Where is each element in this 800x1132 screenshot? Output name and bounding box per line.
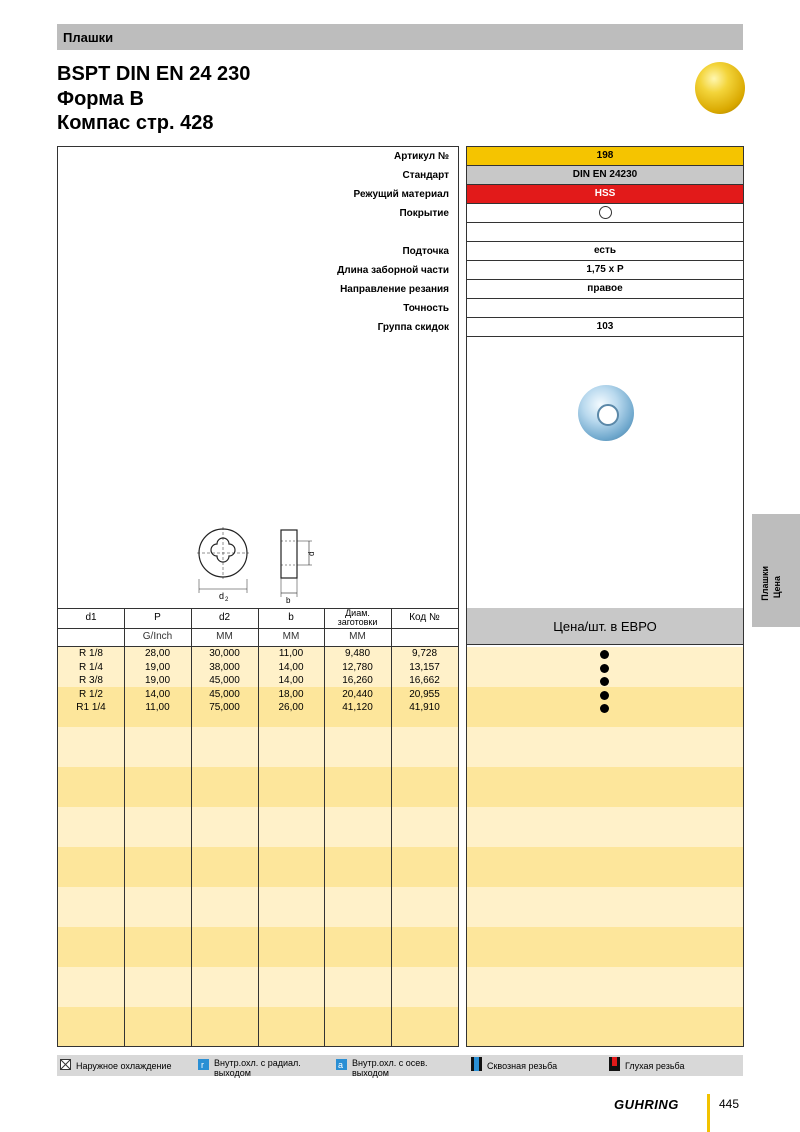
table-cell: 9,728 [411,648,438,659]
yellow-ball-icon [695,62,745,114]
availability-dot-icon[interactable] [600,691,609,700]
through-thread-icon [471,1057,482,1071]
value-tolerance [467,299,743,318]
table-band [467,767,743,807]
label-material: Режущий материал [353,189,449,200]
legend-blind-thread: Глухая резьба [625,1061,685,1071]
column-header: P [154,612,161,623]
table-cell: 14,00 [278,661,304,673]
category-header [57,24,743,50]
table-cell: 11,00 [278,648,304,659]
label-chamfer-length: Длина заборной части [337,265,449,276]
table-cell: 45,000 [209,688,240,700]
label-coating: Покрытие [399,208,449,219]
title-line-1: BSPT DIN EN 24 230 [57,63,251,85]
axial-coolant-icon [336,1059,347,1070]
table-cell: 19,00 [144,675,171,686]
table-band [467,727,743,767]
table-cell: 19,00 [144,661,171,673]
column-unit: MM [349,631,366,642]
radial-coolant-icon [198,1059,209,1070]
table-cell: 13,157 [409,661,440,673]
column-header: d2 [218,612,231,623]
d2-sub: 2 [225,597,229,603]
side-tab-line2: Цена [772,576,782,599]
side-tab-line1: Плашки [760,566,770,601]
column-header: d1 [85,612,97,623]
table-band [467,927,743,967]
availability-dot-icon[interactable] [600,664,609,673]
legend-external-coolant: Наружное охлаждение [76,1061,172,1071]
legend-through-thread: Сквозная резьба [487,1061,558,1071]
legend-bar [57,1055,743,1076]
value-cutting-direction: правое [467,280,743,299]
value-sharpening: есть [467,242,743,261]
table-cell: R 1/2 [79,688,103,700]
table-band [467,887,743,927]
value-coating [467,204,743,223]
table-cell: 45,000 [209,675,240,686]
table-band [467,807,743,847]
footer-accent-line [707,1094,710,1132]
label-standard: Стандарт [402,170,449,181]
value-discount-group: 103 [467,318,743,337]
label-discount-group: Группа скидок [377,322,449,333]
value-blank [467,223,743,242]
table-cell: 38,000 [209,661,240,673]
table-cell: 16,260 [342,675,373,686]
table-cell: R1 1/4 [76,702,106,713]
legend-axial-coolant: Внутр.охл. с осев. выходом [352,1058,428,1078]
label-cutting-direction: Направление резания [340,284,449,295]
title-line-3: Компас стр. 428 [57,112,214,134]
table-cell: 12,780 [342,661,373,673]
table-cell: 9,480 [344,648,371,659]
value-material: HSS [467,185,743,204]
table-band [467,1007,743,1046]
value-standard: DIN EN 24230 [467,166,743,185]
column-header: Код № [409,612,440,623]
table-cell: R 1/8 [79,648,103,659]
price-header: Цена/шт. в ЕВРО [467,608,743,645]
category-title: Плашки [63,30,114,45]
value-chamfer-length: 1,75 x P [467,261,743,280]
table-cell: 20,440 [342,688,373,700]
table-cell: 14,00 [144,688,171,700]
table-cell: R 3/8 [79,675,103,686]
legend-radial-coolant: Внутр.охл. с радиал. выходом [214,1058,301,1078]
availability-dot-icon[interactable] [600,704,609,713]
availability-dot-icon[interactable] [600,677,609,686]
table-cell: 20,955 [409,688,440,700]
svg-text:a: a [338,1060,344,1070]
label-tolerance: Точность [403,303,449,314]
table-band [467,967,743,1007]
label-sharpening: Подточка [402,246,449,257]
column-unit: MM [282,631,300,642]
column-unit: G/Inch [142,631,173,642]
value-article: 198 [467,147,743,166]
label-article: Артикул № [394,151,449,162]
page-number: 445 [719,1097,740,1111]
table-cell: 75,000 [209,702,240,713]
external-coolant-icon [60,1059,71,1070]
column-unit: MM [216,631,233,642]
table-cell: 11,00 [145,702,170,713]
b-label: b [286,596,291,605]
table-cell: 16,662 [409,675,440,686]
guhring-logo: GUHRING [614,1097,679,1112]
side-tab [752,514,800,627]
uncoated-circle-icon [599,206,612,219]
title-line-2: Форма B [57,87,144,110]
die-technical-drawing [188,525,328,605]
table-cell: R 1/4 [79,661,103,673]
table-cell: 14,00 [278,675,304,686]
table-cell: 28,00 [144,648,171,659]
column-header: b [288,612,294,623]
table-cell: 26,00 [278,702,304,713]
table-cell: 41,910 [409,702,440,713]
table-cell: 18,00 [278,688,304,700]
svg-text:r: r [201,1060,204,1070]
d1-label: d [307,551,316,556]
table-cell: 41,120 [342,702,373,713]
d2-label: d [219,591,225,601]
round-die-photo [578,385,634,441]
table-cell: 30,000 [209,648,240,659]
availability-dot-icon[interactable] [600,650,609,659]
column-header: Диам. заготовки [337,608,378,627]
product-title [57,62,250,136]
table-band [467,847,743,887]
blind-thread-icon [609,1057,620,1071]
